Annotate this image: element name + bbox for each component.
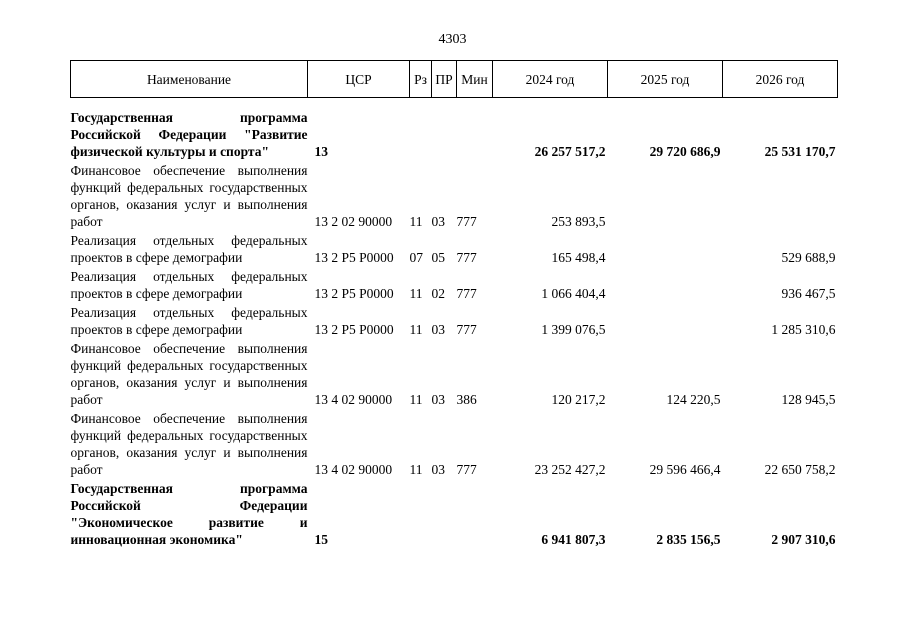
cell-name [71, 410, 308, 480]
cell-csr: 15 [314, 532, 328, 547]
cell-name [71, 268, 308, 304]
header-2025: 2025 год [608, 61, 723, 98]
row-name-text: Финансовое обеспечение выполнения функций федеральных государственных органов, оказания услуг и выполнения работ [70, 411, 308, 477]
cell-name [71, 340, 308, 410]
cell-y2025 [608, 232, 723, 268]
row-name-text: Финансовое обеспечение выполнения функций федеральных государственных органов, оказания услуг и выполнения работ [70, 163, 308, 229]
cell-y2024: 253 893,5 [551, 214, 606, 229]
cell-y2025 [608, 268, 723, 304]
cell-y2026: 2 907 310,6 [771, 532, 836, 547]
cell-name [71, 162, 308, 232]
cell-y2025: 124 220,5 [666, 392, 721, 407]
header-csr: ЦСР [308, 61, 410, 98]
table-row [71, 304, 838, 340]
table-row [71, 232, 838, 268]
budget-table [70, 60, 838, 550]
cell-rz: 07 [409, 250, 423, 265]
cell-y2025: 29 720 686,9 [649, 144, 721, 159]
cell-rz [410, 98, 432, 163]
cell-rz: 11 [409, 462, 423, 477]
cell-y2025 [608, 162, 723, 232]
cell-y2026 [723, 162, 838, 232]
cell-y2024: 1 066 404,4 [541, 286, 606, 301]
row-name-text: Реализация отдельных федеральных проектов в сфере демографии [70, 269, 308, 301]
row-name-text: Государственная программа Российской Федерации "Экономическое развитие и инновационная экономика" [70, 481, 308, 547]
cell-y2026: 22 650 758,2 [764, 462, 836, 477]
cell-y2024: 6 941 807,3 [541, 532, 606, 547]
cell-rz [410, 480, 432, 550]
page-number: 4303 [438, 32, 467, 47]
table-row [71, 162, 838, 232]
header-min: Мин [457, 61, 493, 98]
cell-y2024: 120 217,2 [551, 392, 606, 407]
cell-pr [432, 480, 457, 550]
cell-y2025: 29 596 466,4 [649, 462, 721, 477]
table-header-row [71, 61, 838, 98]
cell-y2024: 23 252 427,2 [534, 462, 606, 477]
cell-csr: 13 [314, 144, 328, 159]
cell-pr: 03 [431, 462, 445, 477]
cell-pr: 03 [431, 214, 445, 229]
table-row [71, 268, 838, 304]
row-name-text: Финансовое обеспечение выполнения функций федеральных государственных органов, оказания услуг и выполнения работ [70, 341, 308, 407]
program-row [71, 480, 838, 550]
header-rz: Рз [410, 61, 432, 98]
cell-min: 777 [456, 250, 477, 265]
table-row [71, 340, 838, 410]
cell-csr: 13 2 Р5 Р0000 [314, 286, 394, 301]
cell-y2026: 25 531 170,7 [764, 144, 836, 159]
header-2024: 2024 год [493, 61, 608, 98]
header-2026: 2026 год [723, 61, 838, 98]
cell-csr: 13 2 02 90000 [314, 214, 393, 229]
cell-y2025: 2 835 156,5 [656, 532, 721, 547]
cell-name [71, 98, 308, 163]
cell-csr: 13 4 02 90000 [314, 392, 393, 407]
cell-min [457, 480, 493, 550]
cell-y2024: 165 498,4 [551, 250, 606, 265]
cell-rz: 11 [409, 286, 423, 301]
cell-min: 777 [456, 214, 477, 229]
cell-min: 777 [456, 462, 477, 477]
cell-min: 386 [456, 392, 477, 407]
header-pr: ПР [432, 61, 457, 98]
cell-csr: 13 2 Р5 Р0000 [314, 250, 394, 265]
cell-min: 777 [456, 286, 477, 301]
cell-min: 777 [456, 322, 477, 337]
cell-pr: 03 [431, 322, 445, 337]
cell-y2026: 529 688,9 [781, 250, 836, 265]
cell-min [457, 98, 493, 163]
cell-y2024: 1 399 076,5 [541, 322, 606, 337]
cell-pr: 02 [431, 286, 445, 301]
cell-y2026: 936 467,5 [781, 286, 836, 301]
header-name: Наименование [71, 61, 308, 98]
cell-csr: 13 2 Р5 Р0000 [314, 322, 394, 337]
row-name-text: Реализация отдельных федеральных проектов в сфере демографии [70, 305, 308, 337]
cell-rz: 11 [409, 392, 423, 407]
cell-name [71, 232, 308, 268]
cell-pr [432, 98, 457, 163]
cell-pr: 05 [431, 250, 445, 265]
cell-y2026: 128 945,5 [781, 392, 836, 407]
cell-name [71, 480, 308, 550]
cell-rz: 11 [409, 322, 423, 337]
program-row [71, 98, 838, 163]
cell-pr: 03 [431, 392, 445, 407]
cell-csr: 13 4 02 90000 [314, 462, 393, 477]
row-name-text: Государственная программа Российской Федерации "Развитие физической культуры и спорта" [70, 110, 308, 159]
cell-name [71, 304, 308, 340]
table-body [71, 98, 838, 551]
cell-y2026: 1 285 310,6 [771, 322, 836, 337]
cell-rz: 11 [409, 214, 423, 229]
cell-y2024: 26 257 517,2 [534, 144, 606, 159]
row-name-text: Реализация отдельных федеральных проектов в сфере демографии [70, 233, 308, 265]
table-row [71, 410, 838, 480]
cell-y2025 [608, 304, 723, 340]
